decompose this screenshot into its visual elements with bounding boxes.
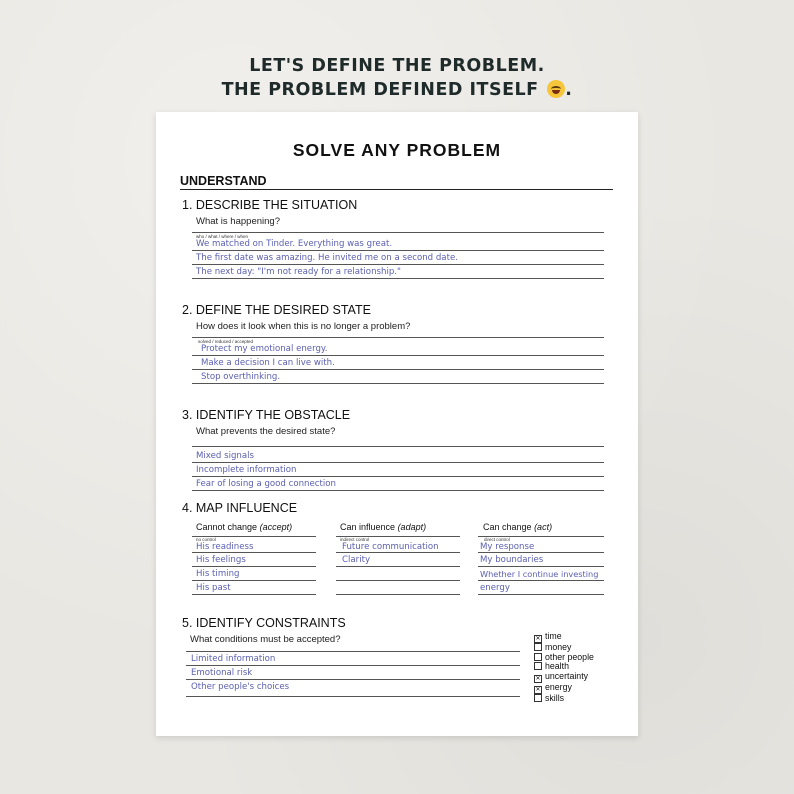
banner-line-2-text: THE PROBLEM DEFINED ITSELF	[221, 80, 539, 100]
can-change-item[interactable]: Whether I continue investing	[480, 569, 599, 579]
cannot-change-item[interactable]: His feelings	[196, 555, 246, 565]
column-can-influence-heading	[340, 522, 426, 532]
section-5-answer-1[interactable]: Limited information	[191, 654, 276, 664]
section-2-rule	[192, 355, 604, 356]
column-rule	[336, 566, 460, 567]
checkbox-icon[interactable]	[534, 643, 542, 651]
section-1-answer-3[interactable]: The next day: "I'm not ready for a relationship."	[196, 267, 401, 277]
section-2-answer-3[interactable]: Stop overthinking.	[201, 372, 281, 382]
section-3-answer-2[interactable]: Incomplete information	[196, 465, 297, 475]
page-title: SOLVE ANY PROBLEM	[292, 140, 502, 160]
column-rule	[336, 580, 460, 581]
section-2-hint: solved / reduced / accepted	[198, 339, 254, 344]
section-2-rule	[192, 383, 604, 384]
checkbox-icon[interactable]	[534, 653, 542, 661]
column-label: Cannot change	[196, 522, 258, 532]
checklist-label: time	[545, 631, 562, 641]
column-rule	[478, 580, 604, 581]
section-3-rule	[192, 446, 604, 447]
banner-line-2	[0, 80, 794, 100]
checkbox-icon[interactable]: ✕	[535, 636, 541, 642]
checklist-label: money	[545, 642, 572, 652]
section-3-heading: 3. IDENTIFY THE OBSTACLE	[182, 408, 351, 422]
section-5-answer-3[interactable]: Other people's choices	[191, 682, 290, 692]
checklist-label: uncertainty	[545, 670, 589, 681]
checklist-label: skills	[545, 692, 565, 703]
cannot-change-item[interactable]: His timing	[196, 569, 240, 579]
section-3-answer-3[interactable]: Fear of losing a good connection	[196, 479, 336, 489]
column-rule	[478, 552, 604, 553]
section-5-rule	[186, 679, 520, 680]
section-5-rule	[186, 665, 520, 666]
column-tag: (accept)	[259, 522, 293, 532]
cannot-change-item[interactable]: His readiness	[196, 542, 254, 552]
column-label: Can influence	[340, 522, 396, 532]
checklist-label: energy	[545, 681, 572, 692]
constraints-checklist	[534, 632, 594, 703]
column-cannot-change-heading	[196, 522, 292, 532]
column-tag: (adapt)	[397, 522, 427, 532]
checklist-item[interactable]	[534, 694, 594, 704]
checkbox-icon[interactable]: ✕	[535, 675, 541, 682]
column-rule	[192, 594, 316, 595]
section-1-rule	[192, 264, 604, 265]
section-4-heading: 4. MAP INFLUENCE	[182, 501, 298, 515]
section-2-question: How does it look when this is no longer a problem?	[196, 321, 411, 332]
column-rule	[192, 580, 316, 581]
section-5-answer-2[interactable]: Emotional risk	[191, 668, 253, 678]
section-3-rule	[192, 490, 604, 491]
rolling-laughing-emoji-icon	[547, 80, 565, 98]
column-label: Can change	[483, 522, 532, 532]
can-change-item[interactable]: My response	[480, 542, 535, 552]
section-3-question: What prevents the desired state?	[196, 426, 336, 437]
section-5-heading: 5. IDENTIFY CONSTRAINTS	[182, 616, 346, 630]
section-5-rule	[186, 651, 520, 652]
can-change-item[interactable]: energy	[480, 583, 510, 593]
section-1-heading: 1. DESCRIBE THE SITUATION	[182, 198, 358, 212]
section-3-rule	[192, 476, 604, 477]
column-can-influence-hint: indirect control	[340, 537, 370, 542]
section-1-answer-1[interactable]: We matched on Tinder. Everything was great.	[196, 239, 393, 249]
checkbox-icon[interactable]	[534, 662, 542, 670]
section-1-hint: who / what / where / when	[196, 234, 249, 239]
column-rule	[478, 594, 604, 595]
section-1-question: What is happening?	[196, 216, 280, 227]
section-5-rule	[186, 696, 520, 697]
section-2-rule	[192, 369, 604, 370]
section-2-rule	[192, 337, 604, 338]
column-can-change-hint: direct control	[484, 537, 510, 542]
column-cannot-change-hint: no control	[196, 537, 216, 542]
understand-divider	[180, 189, 613, 190]
worksheet-page	[156, 112, 638, 736]
checkbox-icon[interactable]	[534, 694, 542, 702]
section-2-heading: 2. DEFINE THE DESIRED STATE	[182, 303, 371, 317]
section-1-answer-2[interactable]: The first date was amazing. He invited me on a second date.	[196, 253, 458, 263]
section-understand: UNDERSTAND	[180, 174, 267, 188]
can-change-item[interactable]: My boundaries	[480, 555, 544, 565]
section-3-answer-1[interactable]: Mixed signals	[196, 451, 254, 461]
column-tag: (act)	[534, 522, 553, 532]
column-rule	[192, 552, 316, 553]
section-2-answer-2[interactable]: Make a decision I can live with.	[201, 358, 335, 368]
section-5-question: What conditions must be accepted?	[190, 634, 341, 645]
cannot-change-item[interactable]: His past	[196, 583, 231, 593]
section-2-answer-1[interactable]: Protect my emotional energy.	[201, 344, 328, 354]
column-rule	[336, 552, 460, 553]
banner-line-1: LET'S DEFINE THE PROBLEM.	[249, 56, 545, 76]
section-3-rule	[192, 462, 604, 463]
column-can-change-heading	[483, 522, 552, 532]
checkbox-icon[interactable]: ✕	[535, 686, 541, 693]
section-1-rule	[192, 250, 604, 251]
column-rule	[336, 594, 460, 595]
can-influence-item[interactable]: Clarity	[342, 555, 371, 565]
column-rule	[478, 566, 604, 567]
column-rule	[192, 566, 316, 567]
section-1-rule	[192, 278, 604, 279]
checklist-label: health	[545, 661, 569, 671]
checklist-label: other people	[545, 651, 594, 662]
section-1-rule	[192, 232, 604, 233]
can-influence-item[interactable]: Future communication	[342, 542, 439, 552]
banner-line-2-end: .	[565, 80, 573, 100]
